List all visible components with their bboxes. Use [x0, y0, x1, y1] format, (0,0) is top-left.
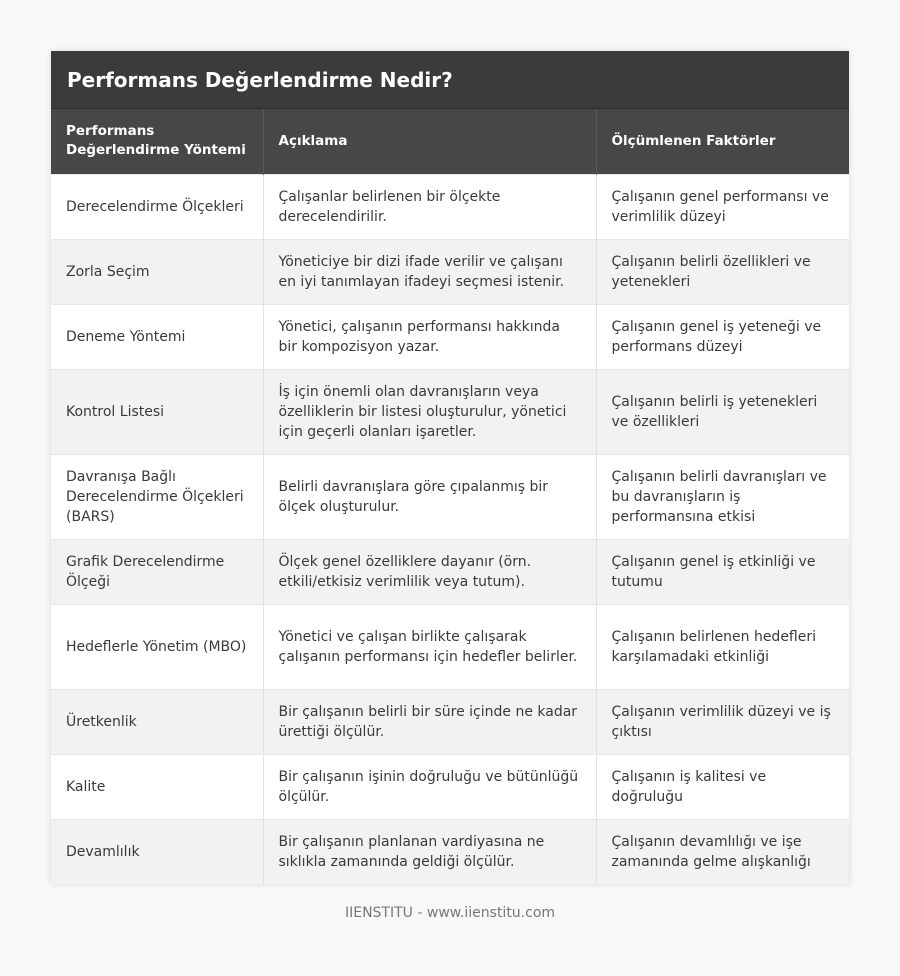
column-header-factors: Ölçümlenen Faktörler — [596, 109, 849, 174]
factors-cell: Çalışanın belirli özellikleri ve yetenekleri — [596, 239, 849, 304]
table-row — [51, 539, 849, 604]
description-cell: Bir çalışanın belirli bir süre içinde ne kadar ürettiği ölçülür. — [263, 689, 596, 754]
description-cell: İş için önemli olan davranışların veya özelliklerin bir listesi oluşturulur, yönetici için geçerli olanları işaretler. — [263, 369, 596, 454]
factors-cell: Çalışanın iş kalitesi ve doğruluğu — [596, 754, 849, 819]
description-cell: Yönetici ve çalışan birlikte çalışarak çalışanın performansı için hedefler belirler. — [263, 604, 596, 689]
table-row — [51, 239, 849, 304]
method-cell: Derecelendirme Ölçekleri — [51, 174, 263, 239]
method-cell: Üretkenlik — [51, 689, 263, 754]
method-cell: Deneme Yöntemi — [51, 304, 263, 369]
factors-cell: Çalışanın belirli davranışları ve bu davranışların iş performansına etkisi — [596, 454, 849, 539]
description-cell: Bir çalışanın planlanan vardiyasına ne sıklıkla zamanında geldiği ölçülür. — [263, 819, 596, 884]
table-row — [51, 604, 849, 689]
description-cell: Belirli davranışlara göre çıpalanmış bir ölçek oluşturulur. — [263, 454, 596, 539]
footer-credit: IIENSTITU - www.iienstitu.com — [344, 905, 556, 921]
method-cell: Devamlılık — [51, 819, 263, 884]
data-table — [51, 109, 849, 884]
description-cell: Bir çalışanın işinin doğruluğu ve bütünlüğü ölçülür. — [263, 754, 596, 819]
method-cell: Grafik Derecelendirme Ölçeği — [51, 539, 263, 604]
method-cell: Davranışa Bağlı Derecelendirme Ölçekleri (BARS) — [51, 454, 263, 539]
table-row — [51, 454, 849, 539]
factors-cell: Çalışanın devamlılığı ve işe zamanında gelme alışkanlığı — [596, 819, 849, 884]
method-cell: Hedeflerle Yönetim (MBO) — [51, 604, 263, 689]
table-row — [51, 174, 849, 239]
description-cell: Ölçek genel özelliklere dayanır (örn. etkili/etkisiz verimlilik veya tutum). — [263, 539, 596, 604]
header-row — [51, 109, 849, 174]
table-row — [51, 369, 849, 454]
table-row — [51, 689, 849, 754]
table-row — [51, 304, 849, 369]
page-title: Performans Değerlendirme Nedir? — [51, 51, 849, 109]
table-row — [51, 819, 849, 884]
method-cell: Kontrol Listesi — [51, 369, 263, 454]
method-cell: Zorla Seçim — [51, 239, 263, 304]
column-header-method: Performans Değerlendirme Yöntemi — [51, 109, 263, 174]
description-cell: Yönetici, çalışanın performansı hakkında bir kompozisyon yazar. — [263, 304, 596, 369]
method-cell: Kalite — [51, 754, 263, 819]
table-row — [51, 754, 849, 819]
factors-cell: Çalışanın belirli iş yetenekleri ve özellikleri — [596, 369, 849, 454]
factors-cell: Çalışanın genel iş yeteneği ve performans düzeyi — [596, 304, 849, 369]
factors-cell: Çalışanın genel performansı ve verimlilik düzeyi — [596, 174, 849, 239]
factors-cell: Çalışanın verimlilik düzeyi ve iş çıktısı — [596, 689, 849, 754]
factors-cell: Çalışanın genel iş etkinliği ve tutumu — [596, 539, 849, 604]
description-cell: Yöneticiye bir dizi ifade verilir ve çalışanı en iyi tanımlayan ifadeyi seçmesi istenir. — [263, 239, 596, 304]
description-cell: Çalışanlar belirlenen bir ölçekte derecelendirilir. — [263, 174, 596, 239]
column-header-description: Açıklama — [263, 109, 596, 174]
factors-cell: Çalışanın belirlenen hedefleri karşılamadaki etkinliği — [596, 604, 849, 689]
table-card — [51, 51, 849, 884]
